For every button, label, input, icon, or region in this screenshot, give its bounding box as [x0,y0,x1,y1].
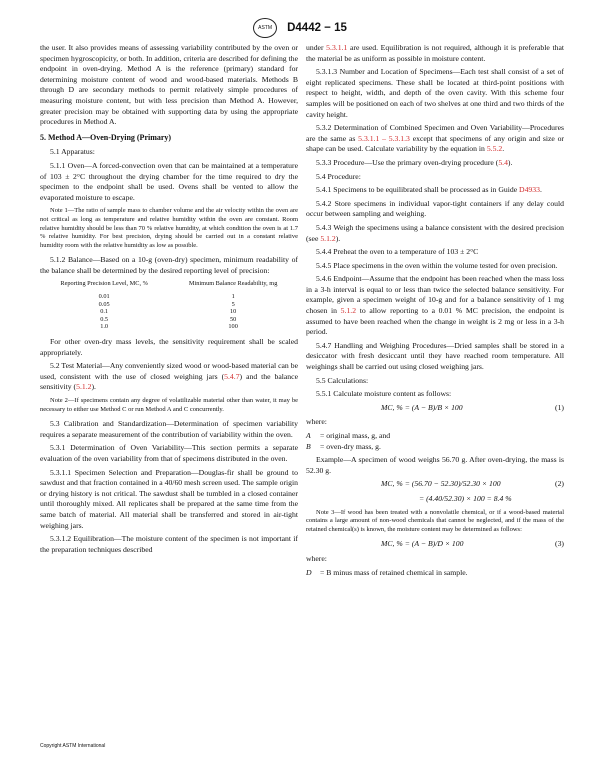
para-5-1-2: 5.1.2 Balance—Based on a 10-g (oven-dry) specimen, minimum readability of the balance shall be determined by the desired reporting level of precision: [40,255,298,275]
section-5-heading: 5. Method A—Oven-Drying (Primary) [40,132,172,142]
para-5-1-2-continued: For other oven-dry mass levels, the sensitivity requirement shall be scaled appropriately. [40,337,298,357]
para-5-3-1: 5.3.1 Determination of Oven Variability—This section permits a separate evaluation of the oven variability from that of specimens distributed in the oven. [40,443,298,463]
xref-link[interactable]: 5.1.2 [320,233,336,243]
para-5-3-1-2: 5.3.1.2 Equilibration—The moisture content of the specimen is not important if the preparation techniques described [40,534,298,554]
table-row: 0.1 10 [100,308,237,316]
xref-link[interactable]: 5.1.2 [340,306,357,316]
table-row: 0.01 1 [98,293,235,301]
symbol-definition: D = B minus mass of retained chemical in sample. [306,567,468,577]
xref-link[interactable]: 5.3.1.1 [326,43,348,52]
equation-3: MC, % = (A − B)/D × 100 (3) [381,539,564,549]
xref-link[interactable]: 5.3.1.1 – 5.3.1.3 [358,133,410,143]
para-5-4-6: 5.4.6 Endpoint—Assume that the endpoint has been reached when the mass loss in a 3-h interval is equal to or less than twice the selected balance sensitivity. For example, given a specimen weight of 10-g and for a balance sensitivity of 1 mg chosen in 5.1.2 to allow reporting to a 0.01 % MC precision, the endpoint is assumed to have been reached when the change in weight is 2 mg or less in a 3-h period. [306,274,565,337]
para-5-4-2: 5.4.2 Store specimens in individual vapor-tight containers if any delay could occur between sampling and weighing. [306,198,564,219]
note-2: Note 2—If specimens contain any degree of volatilizable material other than water, it may be necessary to either use Method C or run Method A and C concurrently. [40,397,298,413]
para-5-2: 5.2 Test Material—Any conveniently sized wood or wood-based material can be used, consistent with the use of closed weighing jars (5.4.7) and the balance sensitivity (5.1.2). [40,361,298,392]
xref-link[interactable]: 5.5.2 [486,144,503,154]
para-5-3-1-1: 5.3.1.1 Specimen Selection and Preparation—Douglas-fir shall be ground to sawdust and that fraction contained in a 40/60 mesh screen used. The sample origin or drying history is not critical. The sawdust shall be tumbled in a closed container until thoroughly mixed. All replicates shall be prepared at the same time from the same batch of material. All material shall be transferred and stored in air-tight weighing jars. [40,467,298,530]
para-5-3-1-3: 5.3.1.3 Number and Location of Specimens—Each test shall consist of a set of eight replicated specimens. These shall be located at third-point positions with respect to height, width, and depth of the oven cavity. With this scheme four samples will be positioned on each of two shelves at one third and two thirds of the cavity height. [306,67,564,119]
note-1: Note 1—The ratio of sample mass to chamber volume and the air velocity within the oven are not critical as long as temperature and relative humidity within the oven are constant. Room relative humidity should be less than 70 % relative humidity, at which condition the oven is at 1.7 % relative humidity. For best precision, drying should be carried out in a constant relative humidity room with the relative humidity as low as possible. [40,207,298,249]
para-5-5-1: 5.5.1 Calculate moisture content as follows: [316,389,452,399]
para-5-1: 5.1 Apparatus: [50,147,95,157]
equation-number: (3) [555,539,564,549]
symbol-definition: A = original mass, g, and [306,431,391,440]
para-5-4-3: 5.4.3 Weigh the specimens using a balance consistent with the desired precision (see 5.1.2). [306,222,564,243]
table-row: 0.5 50 [100,315,237,323]
page-header [0,18,600,38]
example-paragraph: Example—A specimen of wood weighs 56.70 g. After oven-drying, the mass is 52.30 g. [306,455,564,475]
para-5-4-1: 5.4.1 Specimens to be equilibrated shall be processed as in Guide D4933. [316,185,542,195]
where-label: where: [306,417,327,427]
para-5-4-5: 5.4.5 Place specimens in the oven within the volume tested for oven precision. [316,260,558,270]
xref-link[interactable]: 5.4.7 [224,371,240,381]
para-5-4-4: 5.4.4 Preheat the oven to a temperature of 103 ± 2°C [316,247,479,257]
symbol-definition: B = oven-dry mass, g. [306,441,381,451]
standard-designation: D4442 − 15 [287,22,347,34]
equation-2: MC, % = (56.70 − 52.30)/52.30 × 100 (2) [381,479,564,489]
xref-link[interactable]: 5.4 [498,157,508,167]
right-column [306,43,564,578]
balance-table [40,279,298,331]
table-header-readability: Minimum Balance Readability, mg [188,280,278,288]
intro-paragraph: the user. It also provides means of assessing variability contributed by the oven or specimen hygroscopicity, or both. In addition, criteria are described for defining the endpoint in oven-drying. Method A is the reference (primary) standard for determining moisture content of wood and wood-based materials. Methods B through D are secondary methods to permit relatively simple procedures of measuring moisture content, but with less precision than Method A. However, greater precision may be obtained with supporting data by using the appropriate procedures in Method A. [40,43,298,127]
where-label: where: [306,553,327,563]
equation-number: (1) [555,402,564,412]
equation-1: MC, % = (A − B)/B × 100 (1) [381,402,564,412]
astm-logo-icon: ASTM [253,18,277,38]
xref-link[interactable]: D4933 [519,185,540,195]
para-5-3: 5.3 Calibration and Standardization—Determination of specimen variability requires a separate measurement of the contribution of variability within the oven. [40,419,298,439]
para-5-4-7: 5.4.7 Handling and Weighing Procedures—Dried samples shall be stored in a desiccator with fresh desiccant until they have reached room temperature. All weighings shall be carried out using closed weighing jars. [306,340,564,372]
para-5-5: 5.5 Calculations: [316,375,369,385]
note-3: Note 3—If wood has been treated with a nonvolatile chemical, or if a wood-based material contains a large amount of non-wood chemicals that cannot be neglected, and if the mass of the retained chemical(s) is known, the moisture content may be determined as follows: [306,508,564,533]
para-5-1-1: 5.1.1 Oven—A forced-convection oven that can be maintained at a temperature of 103 ± 2°C throughout the drying chamber for the time required to dry the specimen to the endpoint shall be used. Ovens shall be vented to allow the evaporated moisture to escape. [40,160,298,202]
left-column [40,43,298,558]
copyright-footer: Copyright ASTM International [40,743,106,749]
equation-2-result: = (4.40/52.30) × 100 = 8.4 % [419,493,512,503]
table-row: 0.05 5 [98,300,235,308]
para-5-4: 5.4 Procedure: [316,171,361,181]
equation-number: (2) [555,479,564,489]
table-row: 1.0 100 [100,323,238,331]
table-header-precision: Reporting Precision Level, MC, % [60,280,148,288]
xref-link[interactable]: 5.1.2 [76,382,92,392]
para-continued: under 5.3.1.1 are used. Equilibration is not required, although it is preferable that the material be as uniform as possible in moisture content. [306,43,564,63]
para-5-3-3: 5.3.3 Procedure—Use the primary oven-drying procedure (5.4). [316,157,513,167]
para-5-3-2: 5.3.2 Determination of Combined Specimen and Oven Variability—Procedures are the same as 5.3.1.1 – 5.3.1.3 except that specimens of any origin and size or shape can be used. Calculate variability by the equation in 5.5.2. [306,123,564,154]
